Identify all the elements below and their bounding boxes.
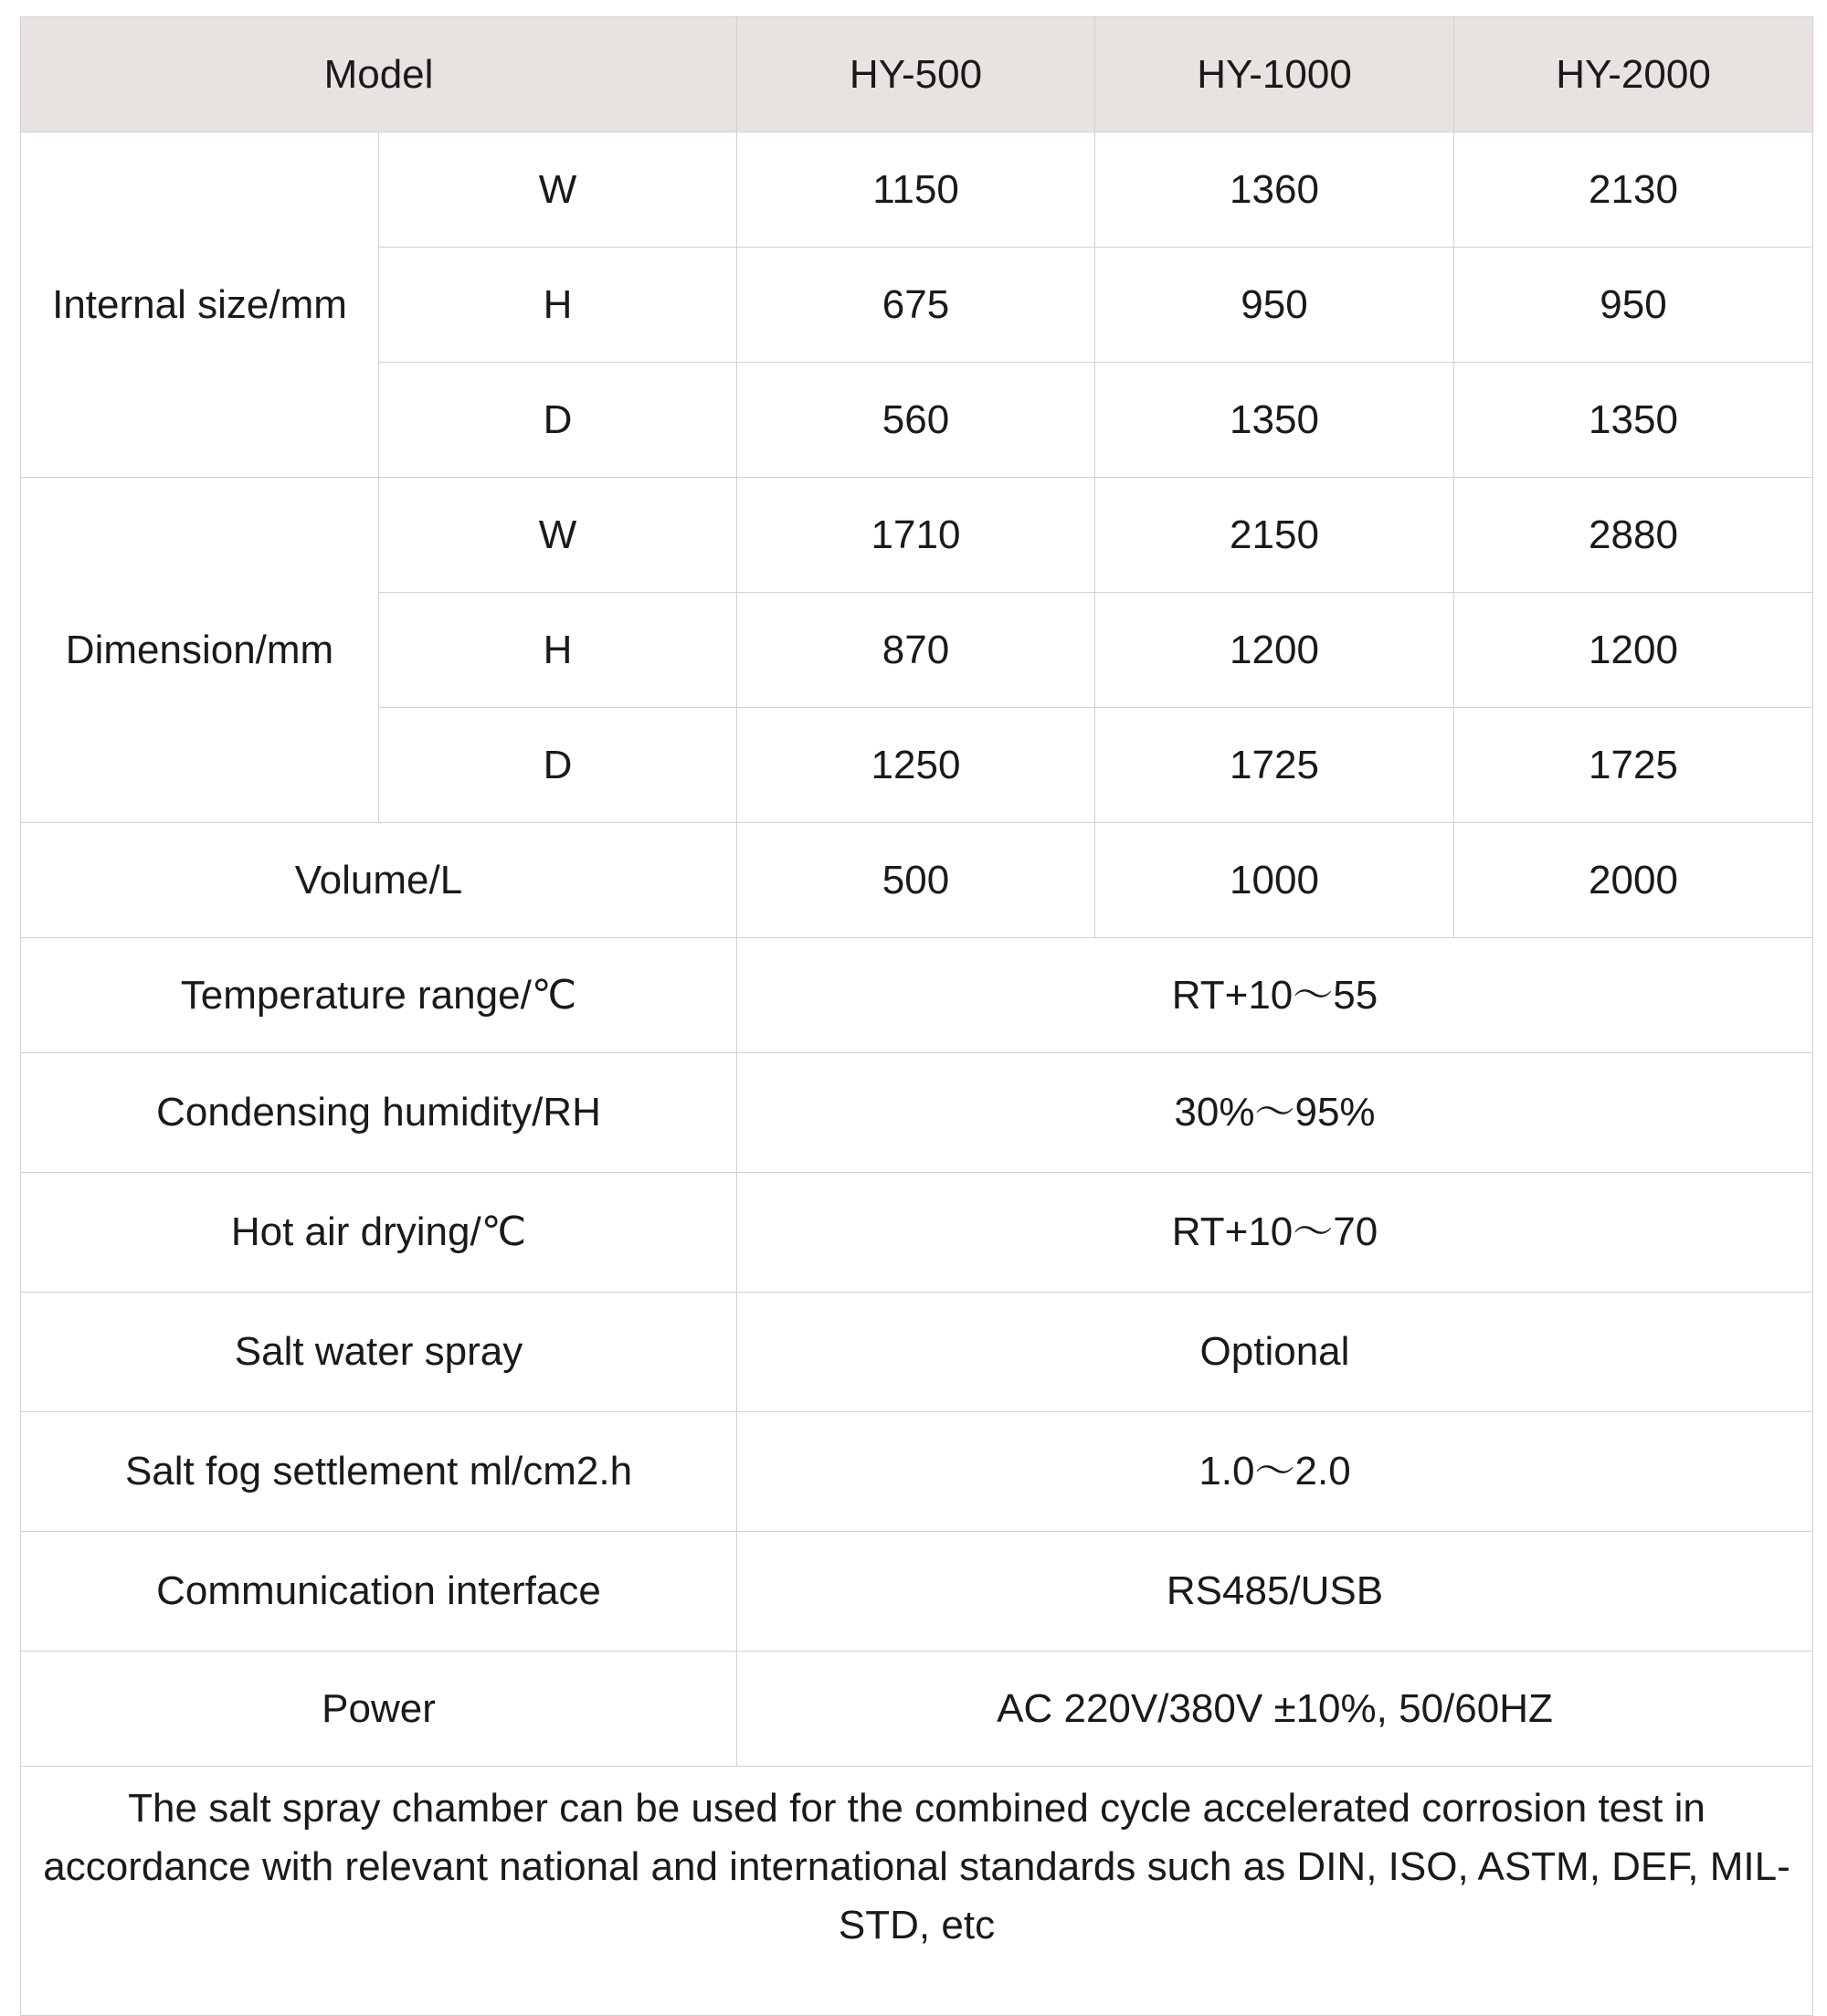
note-row — [21, 1767, 1813, 2016]
table-cell: 1150 — [737, 132, 1095, 248]
spec-value: RT+10～55 — [737, 938, 1813, 1053]
dim-label: D — [379, 708, 737, 823]
spec-table — [20, 16, 1813, 2016]
spec-label: Hot air drying/℃ — [21, 1173, 737, 1293]
spec-label: Power — [21, 1652, 737, 1767]
dim-label: D — [379, 363, 737, 478]
volume-label: Volume/L — [21, 823, 737, 938]
spec-value: 1.0～2.0 — [737, 1412, 1813, 1532]
table-cell: 870 — [737, 593, 1095, 708]
table-cell: 675 — [737, 248, 1095, 363]
spec-value: Optional — [737, 1293, 1813, 1412]
table-cell: 1000 — [1095, 823, 1454, 938]
spec-row-temperature — [21, 938, 1813, 1053]
table-cell: 2000 — [1454, 823, 1813, 938]
spec-label: Salt water spray — [21, 1293, 737, 1412]
table-cell: 2130 — [1454, 132, 1813, 248]
table-row — [21, 478, 1813, 593]
table-cell: 1200 — [1454, 593, 1813, 708]
table-cell: 560 — [737, 363, 1095, 478]
table-cell: 1350 — [1095, 363, 1454, 478]
table-cell: 1360 — [1095, 132, 1454, 248]
header-row — [21, 17, 1813, 132]
model-hy-1000-header: HY-1000 — [1095, 17, 1454, 132]
spec-row-humidity — [21, 1053, 1813, 1173]
spec-value: RS485/USB — [737, 1532, 1813, 1652]
table-row — [21, 132, 1813, 248]
spec-label: Temperature range/℃ — [21, 938, 737, 1053]
dimension-label: Dimension/mm — [21, 478, 379, 823]
table-cell: 2880 — [1454, 478, 1813, 593]
spec-row-power — [21, 1652, 1813, 1767]
dim-label: H — [379, 248, 737, 363]
dim-label: W — [379, 478, 737, 593]
spec-row-salt-fog-settlement — [21, 1412, 1813, 1532]
internal-size-label: Internal size/mm — [21, 132, 379, 478]
spec-label: Salt fog settlement ml/cm2.h — [21, 1412, 737, 1532]
spec-label: Communication interface — [21, 1532, 737, 1652]
model-hy-500-header: HY-500 — [737, 17, 1095, 132]
table-cell: 1710 — [737, 478, 1095, 593]
spec-value: AC 220V/380V ±10%, 50/60HZ — [737, 1652, 1813, 1767]
dim-label: H — [379, 593, 737, 708]
table-cell: 950 — [1095, 248, 1454, 363]
model-hy-2000-header: HY-2000 — [1454, 17, 1813, 132]
spec-row-salt-water-spray — [21, 1293, 1813, 1412]
spec-value: RT+10～70 — [737, 1173, 1813, 1293]
table-cell: 500 — [737, 823, 1095, 938]
volume-row — [21, 823, 1813, 938]
table-cell: 1350 — [1454, 363, 1813, 478]
table-cell: 1725 — [1454, 708, 1813, 823]
table-cell: 1200 — [1095, 593, 1454, 708]
table-cell: 1250 — [737, 708, 1095, 823]
table-cell: 2150 — [1095, 478, 1454, 593]
dim-label: W — [379, 132, 737, 248]
spec-row-hot-air-drying — [21, 1173, 1813, 1293]
table-cell: 950 — [1454, 248, 1813, 363]
model-header: Model — [21, 17, 737, 132]
spec-row-communication — [21, 1532, 1813, 1652]
spec-value: 30%～95% — [737, 1053, 1813, 1173]
note-text: The salt spray chamber can be used for the combined cycle accelerated corrosion test in accordance with relevant national and international standards such as DIN, ISO, ASTM, DEF, MIL-STD, etc — [21, 1767, 1813, 2016]
table-cell: 1725 — [1095, 708, 1454, 823]
spec-label: Condensing humidity/RH — [21, 1053, 737, 1173]
